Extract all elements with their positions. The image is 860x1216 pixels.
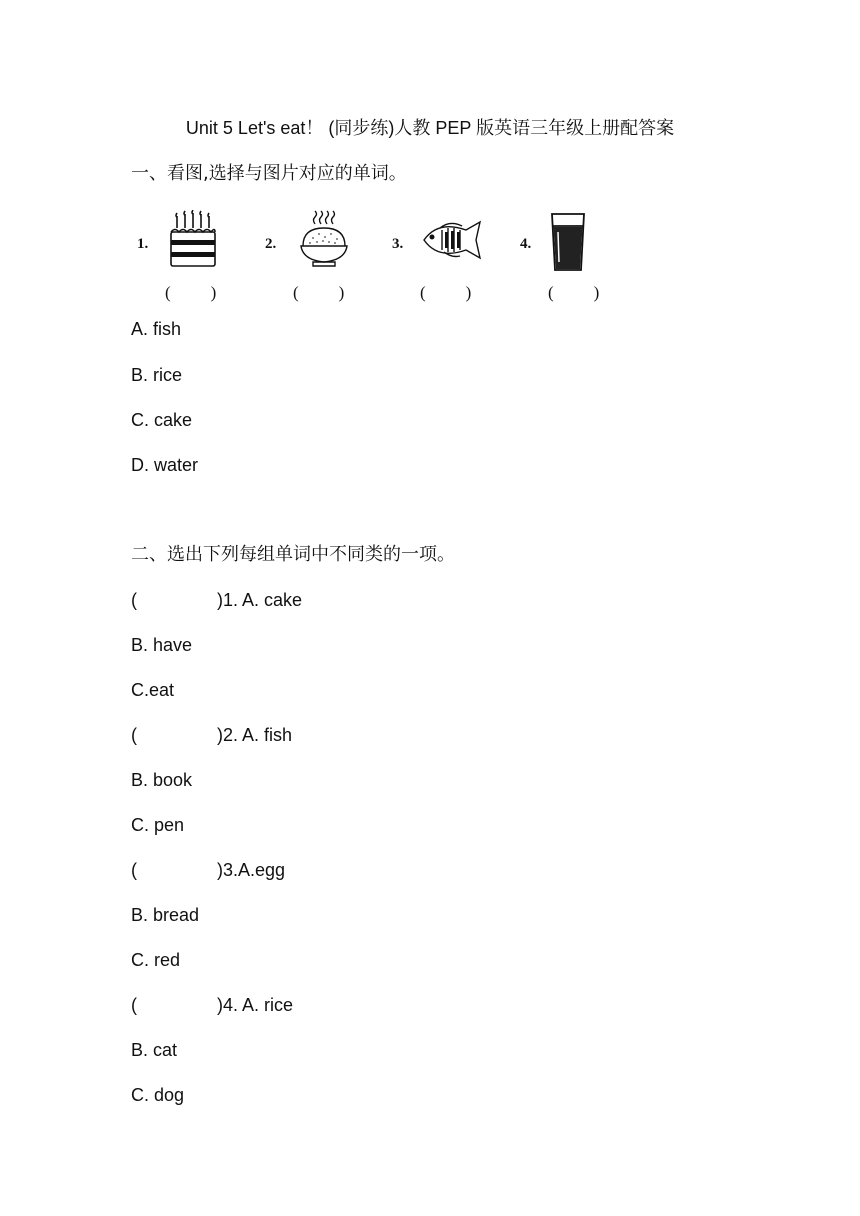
question-1-option-b: B. have [131, 635, 193, 655]
picture-item-2 [259, 210, 369, 305]
section2-heading: 二、选出下列每组单词中不同类的一项。 [131, 544, 455, 565]
answer-blank[interactable]: ( [131, 725, 137, 745]
page-title: Unit 5 Let's eat！ (同步练)人教 PEP 版英语三年级上册配答案 [185, 118, 675, 138]
picture-number: 2. [265, 236, 277, 252]
section1-heading: 一、看图,选择与图片对应的单词。 [131, 163, 407, 184]
question-2-option-b: B. book [131, 770, 193, 790]
answer-blank[interactable]: ( ) [420, 283, 474, 302]
picture-row [131, 210, 611, 305]
answer-blank[interactable]: ( [131, 995, 137, 1015]
picture-item-3 [386, 210, 496, 305]
question-3-option-b: B. bread [131, 905, 200, 925]
option-b: B. rice [131, 365, 183, 385]
fish-icon [420, 210, 496, 270]
picture-item-4 [514, 210, 624, 305]
question-option-a: )4. A. rice [217, 995, 294, 1015]
answer-blank[interactable]: ( [131, 590, 137, 610]
question-option-a: )2. A. fish [217, 725, 293, 745]
picture-number: 3. [392, 236, 404, 252]
question-3 [131, 858, 285, 882]
option-d: D. water [131, 455, 199, 475]
picture-number: 1. [137, 236, 149, 252]
question-option-a: )3.A.egg [217, 860, 286, 880]
picture-number: 4. [520, 236, 532, 252]
water-glass-icon [548, 210, 588, 274]
question-4-option-b: B. cat [131, 1040, 178, 1060]
question-2 [131, 723, 292, 747]
question-1-option-c: C.eat [131, 680, 175, 700]
cake-icon [165, 210, 225, 270]
question-option-a: )1. A. cake [217, 590, 303, 610]
rice-bowl-icon [293, 210, 353, 270]
answer-blank[interactable]: ( ) [293, 283, 347, 302]
option-a: A. fish [131, 319, 182, 339]
answer-blank[interactable]: ( ) [548, 283, 602, 302]
picture-item-1 [131, 210, 241, 305]
option-c: C. cake [131, 410, 193, 430]
answer-blank[interactable]: ( ) [165, 283, 219, 302]
question-2-option-c: C. pen [131, 815, 185, 835]
question-4-option-c: C. dog [131, 1085, 185, 1105]
question-3-option-c: C. red [131, 950, 181, 970]
question-4 [131, 993, 293, 1017]
question-1 [131, 588, 302, 612]
answer-blank[interactable]: ( [131, 860, 137, 880]
